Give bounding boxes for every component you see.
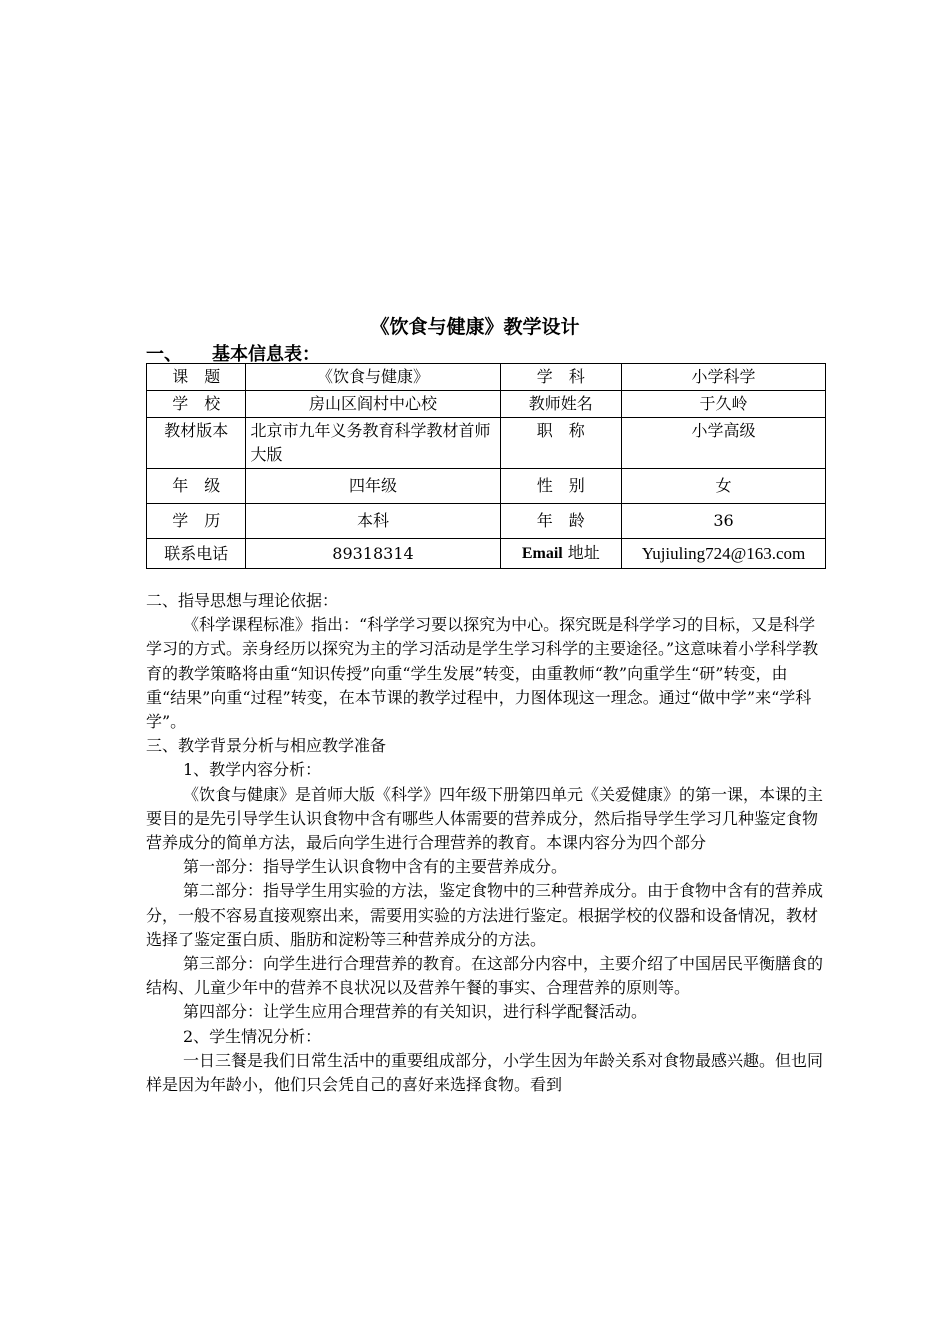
table-label-cell: 年 级 [147, 469, 246, 504]
table-label-cell: 学 科 [500, 364, 622, 391]
basic-info-table [146, 363, 826, 569]
table-label-cell: 联系电话 [147, 539, 246, 569]
table-row [147, 539, 826, 569]
paragraph: 第四部分：让学生应用合理营养的有关知识，进行科学配餐活动。 [183, 1002, 648, 1022]
paragraph: 《饮食与健康》是首师大版《科学》四年级下册第四单元《关爱健康》的第一课，本课的主要目的是先引导学生认识食物中含有哪些人体需要的营养成分，然后指导学生学习几种鉴定食物营养成分的简单方法，最后向学生进行合理营养的教育。本课内容分为四个部分 [146, 784, 824, 853]
table-label-cell: 教师姓名 [500, 391, 622, 418]
table-label-cell: 年 龄 [500, 504, 622, 539]
table-value-cell: 四年级 [246, 469, 500, 504]
table-row [147, 504, 826, 539]
table-value-cell: 于久岭 [622, 391, 826, 418]
table-row [147, 364, 826, 391]
paragraph: 第二部分：指导学生用实验的方法，鉴定食物中的三种营养成分。由于食物中含有的营养成分，一般不容易直接观察出来，需要用实验的方法进行鉴定。根据学校的仪器和设备情况，教材选择了鉴定蛋白质、脂肪和淀粉等三种营养成分的方法。 [146, 881, 824, 949]
email-value-cell: Yujiuling724@163.com [622, 539, 826, 569]
table-row [147, 418, 826, 469]
table-label-cell: 课 题 [147, 364, 246, 391]
section-2-heading: 二、指导思想与理论依据： [146, 591, 339, 610]
document-body [146, 589, 826, 1097]
table-value-cell: 小学高级 [622, 418, 826, 469]
table-label-cell: 性 别 [500, 469, 622, 504]
subsection-heading: 2、学生情况分析： [183, 1026, 322, 1046]
document-title: 《饮食与健康》教学设计 [370, 316, 580, 338]
table-row [147, 469, 826, 504]
paragraph: 一日三餐是我们日常生活中的重要组成部分，小学生因为年龄关系对食物最感兴趣。但也同样是因为年龄小，他们只会凭自己的喜好来选择食物。看到 [146, 1050, 824, 1095]
table-label-cell: 学 历 [147, 504, 246, 539]
table-value-cell: 小学科学 [622, 364, 826, 391]
table-value-cell: 36 [622, 504, 826, 539]
table-label-cell [500, 539, 622, 569]
paragraph: 《科学课程标准》指出：“科学学习要以探究为中心。探究既是科学学习的目标，又是科学学习的方式。亲身经历以探究为主的学习活动是学生学习科学的主要途径。”这意味着小学科学教育的教学策略将由重“知识传授”向重“学生发展”转变，由重教师“教”向重学生“研”转变，由重“结果”向重“过程”转变，在本节课的教学过程中，力图体现这一理念。通过“做中学”来“学科学”。 [146, 615, 819, 732]
email-label-bold: Email [521, 545, 563, 562]
email-label-rest: 地址 [562, 543, 600, 562]
table-row [147, 391, 826, 418]
table-label-cell: 职 称 [500, 418, 622, 469]
table-value-cell: 《饮食与健康》 [246, 364, 500, 391]
paragraph: 第三部分：向学生进行合理营养的教育。在这部分内容中，主要介绍了中国居民平衡膳食的结构、儿童少年中的营养不良状况以及营养午餐的事实、合理营养的原则等。 [146, 954, 824, 998]
section-3-heading: 三、教学背景分析与相应教学准备 [146, 736, 387, 756]
table-value-cell: 女 [622, 469, 826, 504]
table-value-cell: 89318314 [246, 539, 500, 569]
section-1-label: 基本信息表： [212, 344, 320, 365]
paragraph: 第一部分：指导学生认识食物中含有的主要营养成分。 [183, 857, 568, 877]
table-value-cell: 本科 [246, 504, 500, 539]
table-value-cell: 北京市九年义务教育科学教材首师大版 [246, 418, 500, 469]
table-value-cell: 房山区阎村中心校 [246, 391, 500, 418]
table-label-cell: 教材版本 [147, 418, 246, 469]
section-1-number: 一、 [146, 344, 182, 365]
table-label-cell: 学 校 [147, 391, 246, 418]
subsection-heading: 1、教学内容分析： [183, 760, 322, 780]
